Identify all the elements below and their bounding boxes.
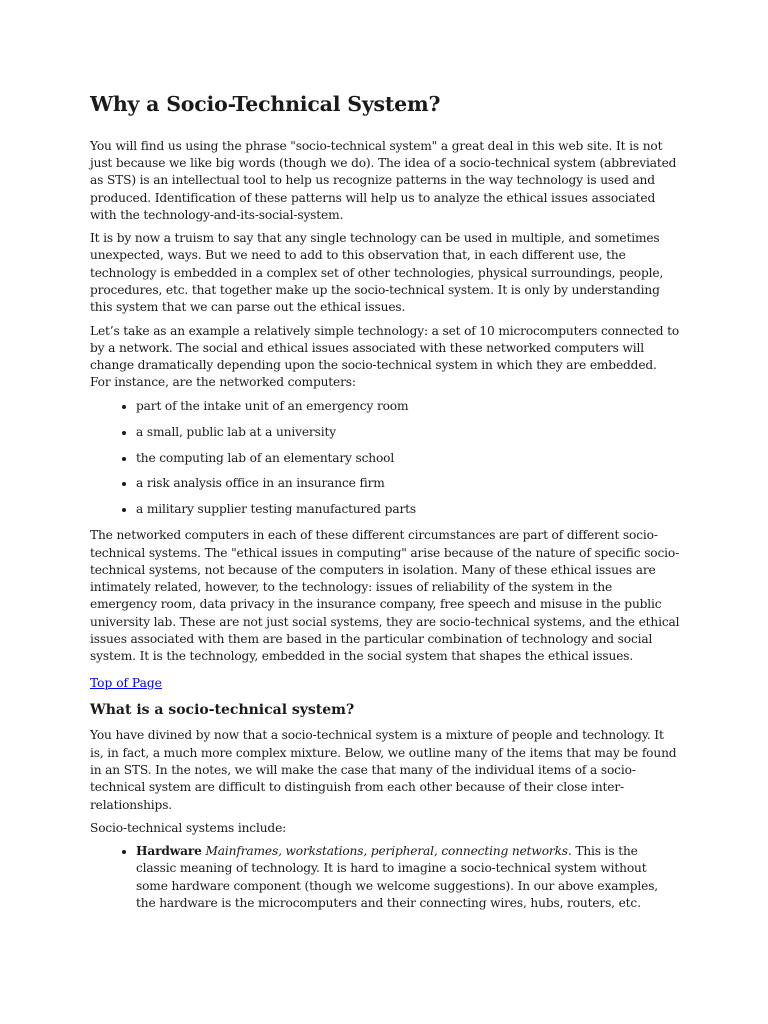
sts-components-list: [90, 843, 680, 912]
term-label: Hardware: [136, 844, 202, 859]
list-item: • a small, public lab at a university: [136, 424, 680, 441]
list-item: • a military supplier testing manufactured parts: [136, 501, 680, 518]
intro-paragraph-3: Let’s take as an example a relatively simple technology: a set of 10 microcomputers connected to by a network. The social and ethical issues associated with these networked computers will change dramatically depending upon the socio-technical system in which they are embedded. For instance, are the networked computers:: [90, 323, 680, 390]
list-item: • a risk analysis office in an insurance firm: [136, 475, 680, 492]
intro-paragraph-1: You will find us using the phrase "socio-technical system" a great deal in this web site. It is not just because we like big words (though we do). The idea of a socio-technical system (abbreviated as STS) is an intellectual tool to help us recognize patterns in the way technology is used and produced. Identification of these patterns will help us to analyze the ethical issues associated with the technology-and-its-social-system.: [90, 138, 677, 222]
document-page: [90, 92, 680, 917]
page-title: Why a Socio-Technical System?: [90, 92, 441, 116]
top-of-page-link[interactable]: Top of Page: [90, 675, 162, 690]
term-description: . This is the classic meaning of technology. It is hard to imagine a socio-technical system without some hardware component (though we welcome suggestions). In our above examples, the hardware is the microcomputers and their connecting wires, hubs, routers, etc.: [136, 844, 659, 911]
list-item-hardware: [136, 843, 680, 912]
examples-list: [90, 398, 680, 519]
section-heading: What is a socio-technical system?: [90, 701, 355, 718]
conclusion-paragraph: The networked computers in each of these different circumstances are part of different socio-technical systems. The "ethical issues in computing" arise because of the nature of specific socio-technical systems, not because of the computers in isolation. Many of these ethical issues are intimately related, however, to the technology: issues of reliability of the system in the emergency room, data privacy in the insurance company, free speech and misuse in the public university lab. These are not just social systems, they are socio-technical systems, and the ethical issues associated with them are based in the particular combination of technology and social system. It is the technology, embedded in the social system that shapes the ethical issues.: [90, 528, 680, 664]
intro-paragraph-2: It is by now a truism to say that any single technology can be used in multiple, and sometimes unexpected, ways. But we need to add to this observation that, in each different use, the technology is embedded in a complex set of other technologies, physical surroundings, people, procedures, etc. that together make up the socio-technical system. It is only by understanding this system that we can parse out the ethical issues.: [90, 231, 664, 315]
list-item: • part of the intake unit of an emergency room: [136, 398, 680, 415]
list-item: • the computing lab of an elementary school: [136, 450, 680, 467]
term-examples: Mainframes, workstations, peripheral, connecting networks: [205, 844, 568, 859]
section-paragraph: You have divined by now that a socio-technical system is a mixture of people and technology. It is, in fact, a much more complex mixture. Below, we outline many of the items that may be found in an STS. In the notes, we will make the case that many of the individual items of a socio-technical system are difficult to distinguish from each other because of their close inter-relationships.: [90, 728, 677, 812]
includes-label: Socio-technical systems include:: [90, 820, 287, 835]
